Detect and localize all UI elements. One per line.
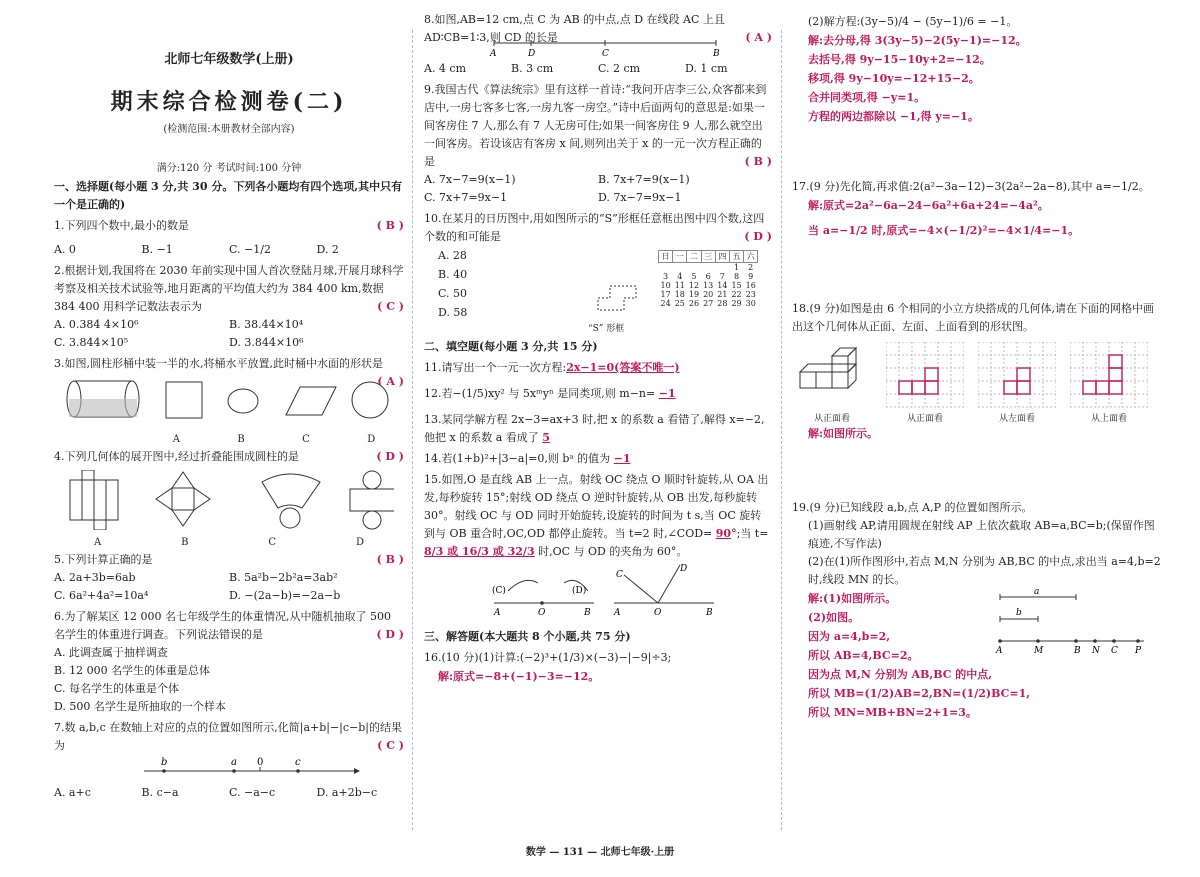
svg-text:C: C — [602, 49, 609, 57]
net-d — [350, 471, 394, 529]
calendar-cell: 8 — [733, 272, 740, 281]
view-square — [1083, 381, 1096, 394]
exam-range: (检测范围:本册教材全部内容) — [163, 124, 295, 135]
calendar-cell: 6 — [705, 272, 711, 281]
view-square — [925, 381, 938, 394]
cube-stack-icon — [792, 342, 872, 408]
options: A. 0 B. −1 C. −1/2 D. 2 — [54, 243, 339, 256]
answer: ( D ) — [744, 230, 772, 243]
question-7: 7.数 a,b,c 在数轴上对应的点的位置如图所示,化简|a+b|−|c−b|的结果为 ( C ) — [54, 719, 404, 755]
section-choice: 一、选择题(每小题 3 分,共 30 分。下列各小题均有四个选项,其中只有一个是正确的) — [54, 180, 403, 211]
column-right — [792, 10, 1162, 722]
question-1: 1.下列四个数中,最小的数是 ( B ) — [54, 217, 404, 235]
svg-text:N: N — [1092, 646, 1100, 655]
question-17: 17.(9 分)先化简,再求值:2(a²−3a−12)−3(2a²−2a−8),其中 a=−1/2。 — [792, 180, 1150, 193]
calendar-cell: 27 — [703, 299, 714, 308]
page-footer: 数学 — 131 — 北师七年级·上册 — [525, 847, 675, 858]
question-15: 15.如图,O 是直线 AB 上一点。射线 OC 绕点 O 顺时针旋转,从 OA 出发,每秒旋转 15°;射线 OD 绕点 O 逆时针旋转,从 OB 出发,每秒旋转 30°。射线 OC 与 OD 同时开始旋转,设旋转的时间为 t s,当 OC 旋转到与 OB 重合时,OC,OD 都停止旋转。当 t=2 时,∠COD= 90°;当 t= 8/3 或 16/3 或 32/3 时,OC 与 OD 的夹角为 60°。 — [424, 473, 769, 558]
column-divider — [781, 30, 782, 830]
ellipse-shape — [228, 389, 258, 413]
top-view-grid: 从上面看 — [1070, 342, 1148, 424]
svg-text:A: A — [490, 49, 497, 57]
axis-label-zero: 0 — [257, 757, 264, 768]
svg-text:B: B — [713, 49, 720, 57]
options: A. 4 cm B. 3 cm C. 2 cm D. 1 cm — [424, 62, 728, 75]
figure-labels: A B C D — [93, 537, 364, 548]
options: A. a+c B. c−a C. −a−c D. a+2b−c — [54, 786, 378, 799]
net-a — [70, 470, 118, 530]
figure-labels: A B C D — [172, 434, 376, 445]
q19-body — [792, 589, 1162, 722]
calendar-cell — [659, 263, 673, 273]
calendar-cell — [701, 263, 715, 273]
question-11: 11.请写出一个一元一次方程:2x−1=0(答案不唯一) — [424, 361, 680, 374]
solution: 解:原式=2a²−6a−24−6a²+6a+24=−4a²。 当 a=−1/2 时,原式=−4×(−1/2)²=−4×1/4=−1。 — [808, 199, 1080, 237]
question-14: 14.若(1+b)²+|3−a|=0,则 bᵃ 的值为 −1 — [424, 452, 631, 465]
svg-text:B: B — [584, 608, 591, 618]
svg-text:B: B — [706, 608, 713, 618]
svg-text:O: O — [654, 608, 662, 618]
answer: ( D ) — [376, 628, 404, 641]
square-shape — [166, 382, 202, 418]
svg-text:B: B — [1074, 646, 1081, 655]
svg-text:P: P — [1135, 646, 1142, 655]
front-view-grid: 从正面看 — [886, 342, 964, 424]
question-18: 18.(9 分)如图是由 6 个相同的小立方块搭成的几何体,请在下面的网格中画出这个几何体从正面、左面、上面看到的形状图。 — [792, 302, 1155, 333]
answer-2: 8/3 或 16/3 或 32/3 — [424, 545, 535, 558]
calendar-cell: 16 — [745, 281, 756, 290]
calendar-cell: 3 — [663, 272, 669, 281]
calendar-row — [659, 299, 758, 308]
svg-text:A: A — [996, 646, 1003, 655]
calendar-cell: 9 — [748, 272, 754, 281]
svg-text:(C): (C) — [492, 586, 506, 596]
question-13: 13.某同学解方程 2x−3=ax+3 时,把 x 的系数 a 看错了,解得 x=−2,他把 x 的系数 a 看成了 5 — [424, 413, 765, 444]
calendar-cell: 29 — [731, 299, 742, 308]
answer: ( A ) — [745, 31, 772, 44]
view-square — [1017, 381, 1030, 394]
svg-text:(D): (D) — [572, 586, 587, 596]
calendar-head-cell: 六 — [744, 251, 758, 263]
figure-nets — [54, 470, 394, 530]
solution: 解:去分母,得 3(3y−5)−2(5y−1)=−12。 去括号,得 9y−15−10y+2=−12。 移项,得 9y−10y=−12+15−2。 合并同类项,得 −y=1。 方程的两边都除以 −1,得 y=−1。 — [808, 34, 1027, 123]
solid-figure: 从正面看 — [792, 342, 872, 424]
q10-body — [424, 246, 772, 334]
calendar-head-cell: 三 — [701, 251, 715, 263]
question-5: 5.下列计算正确的是 ( B ) — [54, 551, 404, 569]
answer-1: 90 — [715, 527, 732, 540]
calendar-cell: 5 — [691, 272, 697, 281]
question-10: 10.在某月的日历图中,用如图所示的“S”形框任意框出图中四个数,这四个数的和可能是 ( D ) — [424, 210, 772, 246]
section-fill: 二、填空题(每小题 3 分,共 15 分) — [424, 340, 598, 353]
section-answer: 三、解答题(本大题共 8 个小题,共 75 分) — [424, 630, 631, 643]
calendar-cell: 24 — [660, 299, 671, 308]
left-view-grid: 从左面看 — [978, 342, 1056, 424]
calendar-cell — [715, 263, 729, 273]
question-8: 8.如图,AB=12 cm,点 C 为 AB 的中点,点 D 在线段 AC 上且 AD∶CB=1∶3,则 CD 的长是 ( A ) — [424, 11, 772, 47]
ray-figure — [992, 589, 1152, 655]
calendar-cell: 11 — [674, 281, 685, 290]
calendar-row — [659, 263, 758, 273]
cylinder-icon — [67, 381, 139, 417]
calendar-cell: 4 — [677, 272, 683, 281]
svg-text:C: C — [1111, 646, 1118, 655]
calendar-row — [659, 290, 758, 299]
calendar-head-cell: 二 — [687, 251, 701, 263]
calendar-cell: 21 — [717, 290, 728, 299]
question-16-2: (2)解方程:(3y−5)/4 − (5y−1)/6 = −1。 — [808, 15, 1018, 28]
angle-figure-2 — [613, 564, 714, 618]
options: A. 28 B. 40 C. 50 D. 58 — [438, 249, 468, 319]
svg-text:O: O — [538, 608, 546, 618]
column-divider — [412, 30, 413, 830]
calendar-cell: 25 — [674, 299, 685, 308]
svg-text:A: A — [494, 608, 501, 618]
answer: ( B ) — [376, 553, 404, 566]
options: A. 此调查属于抽样调查 B. 12 000 名学生的体重是总体 C. 每名学生的体重是个体 D. 500 名学生是所抽取的一个样本 — [54, 646, 226, 713]
solution: 解:(1)如图所示。 (2)如图。 因为 a=4,b=2, 所以 AB=4,BC=2。 因为点 M,N 分别为 AB,BC 的中点, 所以 MB=(1/2)AB=2,BN=(1/2)BC=1, 所以 MN=MB+BN=2+1=3。 — [808, 592, 1031, 719]
calendar-cell: 19 — [688, 290, 700, 299]
calendar-table — [658, 250, 758, 308]
calendar-row — [659, 272, 758, 281]
s-frame-figure: “S” 形框 — [588, 282, 658, 334]
view-square — [1096, 381, 1109, 394]
svg-text:D: D — [680, 564, 688, 574]
axis-label-a: a — [231, 757, 237, 768]
calendar-cell: 17 — [660, 290, 671, 299]
view-square — [1109, 368, 1122, 381]
column-left — [54, 28, 404, 802]
calendar-cell: 7 — [719, 272, 725, 281]
exam-meta: 满分:120 分 考试时间:100 分钟 — [156, 163, 302, 174]
figure-cylinder-shapes — [54, 377, 394, 427]
svg-text:b: b — [1016, 608, 1022, 618]
answer: ( B ) — [376, 219, 404, 232]
solution: 解:如图所示。 — [808, 427, 879, 440]
angle-figures — [424, 561, 764, 621]
calendar-row — [659, 281, 758, 290]
calendar-cell: 23 — [745, 290, 756, 299]
options: A. 7x−7=9(x−1) B. 7x+7=9(x−1) C. 7x+7=9x−1 D. 7x−7=9x−1 — [424, 173, 690, 204]
view-square — [912, 381, 925, 394]
view-grids — [792, 342, 1162, 424]
calendar-cell: 20 — [703, 290, 714, 299]
view-square — [1004, 381, 1017, 394]
answer: −1 — [613, 452, 631, 465]
view-square — [899, 381, 912, 394]
svg-text:M: M — [1034, 646, 1044, 655]
calendar-cell: 1 — [733, 263, 740, 272]
question-4: 4.下列几何体的展开图中,经过折叠能围成圆柱的是 ( D ) — [54, 448, 404, 466]
calendar-cell: 26 — [688, 299, 700, 308]
calendar-head-cell: 一 — [673, 251, 687, 263]
calendar-head-cell: 五 — [729, 251, 743, 263]
answer: ( C ) — [377, 739, 404, 752]
book-title: 北师七年级数学(上册) — [164, 52, 294, 67]
answer: −1 — [658, 387, 676, 400]
question-6: 6.为了解某区 12 000 名七年级学生的体重情况,从中随机抽取了 500 名学生的体重进行调查。下列说法错误的是 ( D ) — [54, 608, 404, 644]
calendar-cell: 22 — [731, 290, 742, 299]
axis-label-c: c — [295, 757, 301, 768]
svg-text:D: D — [528, 49, 536, 57]
calendar-head-cell: 四 — [715, 251, 729, 263]
svg-text:A: A — [614, 608, 621, 618]
answer: 2x−1=0(答案不唯一) — [566, 361, 680, 374]
question-2: 2.根据计划,我国将在 2030 年前实现中国人首次登陆月球,开展月球科学考察及相关技术试验等,地月距离的平均值大约为 384 400 km,数据 384 400 用科学记数法表示为 ( C ) — [54, 262, 404, 316]
s-frame-icon — [588, 282, 648, 318]
svg-text:a: a — [1034, 589, 1040, 597]
parallelogram-shape — [286, 387, 336, 415]
net-c — [262, 474, 320, 528]
question-9: 9.我国古代《算法统宗》里有这样一首诗:“我问开店李三公,众客都来到店中,一房七客多七客,一房九客一房空。”诗中后面两句的意思是:如果一间客房住 7 人,那么有 7 人无房可住;如果一间客房住 9 人,那么就空出一间客房。若设该店有客房 x 间,则列出关于 x 的一元一次方程正确的是 ( B ) — [424, 81, 772, 171]
answer: ( C ) — [377, 300, 404, 313]
calendar-cell: 2 — [748, 263, 754, 272]
calendar-cell: 18 — [674, 290, 685, 299]
calendar-cell — [687, 263, 701, 273]
view-square — [1017, 368, 1030, 381]
options: A. 2a+3b=6ab B. 5a²b−2b²a=3ab² C. 6a²+4a²=10a⁴ D. −(2a−b)=−2a−b — [54, 571, 341, 602]
net-b — [156, 472, 210, 526]
calendar-head-cell: 日 — [659, 251, 673, 263]
view-square — [1109, 355, 1122, 368]
answer: ( B ) — [744, 155, 772, 168]
calendar-cell: 15 — [731, 281, 742, 290]
column-middle — [424, 8, 772, 686]
view-square — [925, 368, 938, 381]
calendar-cell: 28 — [717, 299, 728, 308]
view-square — [1109, 381, 1122, 394]
grid-top — [1070, 342, 1148, 408]
answer: 5 — [542, 431, 550, 444]
grid-left — [978, 342, 1056, 408]
answer: ( D ) — [376, 450, 404, 463]
solution: 解:原式=−8+(−1)−3=−12。 — [438, 670, 600, 683]
options: A. 0.384 4×10⁶ B. 38.44×10⁴ C. 3.844×10⁵ D. 3.844×10⁶ — [54, 318, 304, 349]
calendar-cell: 12 — [688, 281, 700, 290]
question-3: 3.如图,圆柱形桶中装一半的水,将桶水平放置,此时桶中水面的形状是 ( A ) — [54, 355, 404, 373]
angle-figure-1 — [492, 580, 594, 618]
question-12: 12.若−(1/5)xy² 与 5xᵐyⁿ 是同类项,则 m−n= −1 — [424, 387, 676, 400]
svg-text:C: C — [616, 570, 623, 580]
calendar-cell: 30 — [745, 299, 756, 308]
calendar-cell: 14 — [717, 281, 728, 290]
exam-title: 期末综合检测卷(二) — [110, 89, 348, 115]
question-19: 19.(9 分)已知线段 a,b,点 A,P 的位置如图所示。 (1)画射线 AP,请用圆规在射线 AP 上依次截取 AB=a,BC=b;(保留作图痕迹,不写作法) (2)在(1)所作图形中,若点 M,N 分别为 AB,BC 的中点,求出当 a=4,b=2 时,线段 MN 的长。 — [792, 501, 1161, 586]
calendar-cell — [673, 263, 687, 273]
question-16-1: 16.(10 分)(1)计算:(−2)³+(1/3)×(−3)−|−9|÷3; — [424, 651, 672, 664]
answer: ( A ) — [377, 375, 404, 388]
grid-front — [886, 342, 964, 408]
number-line — [54, 755, 394, 781]
calendar-cell: 13 — [703, 281, 714, 290]
axis-label-b: b — [161, 757, 168, 768]
calendar-cell: 10 — [660, 281, 671, 290]
